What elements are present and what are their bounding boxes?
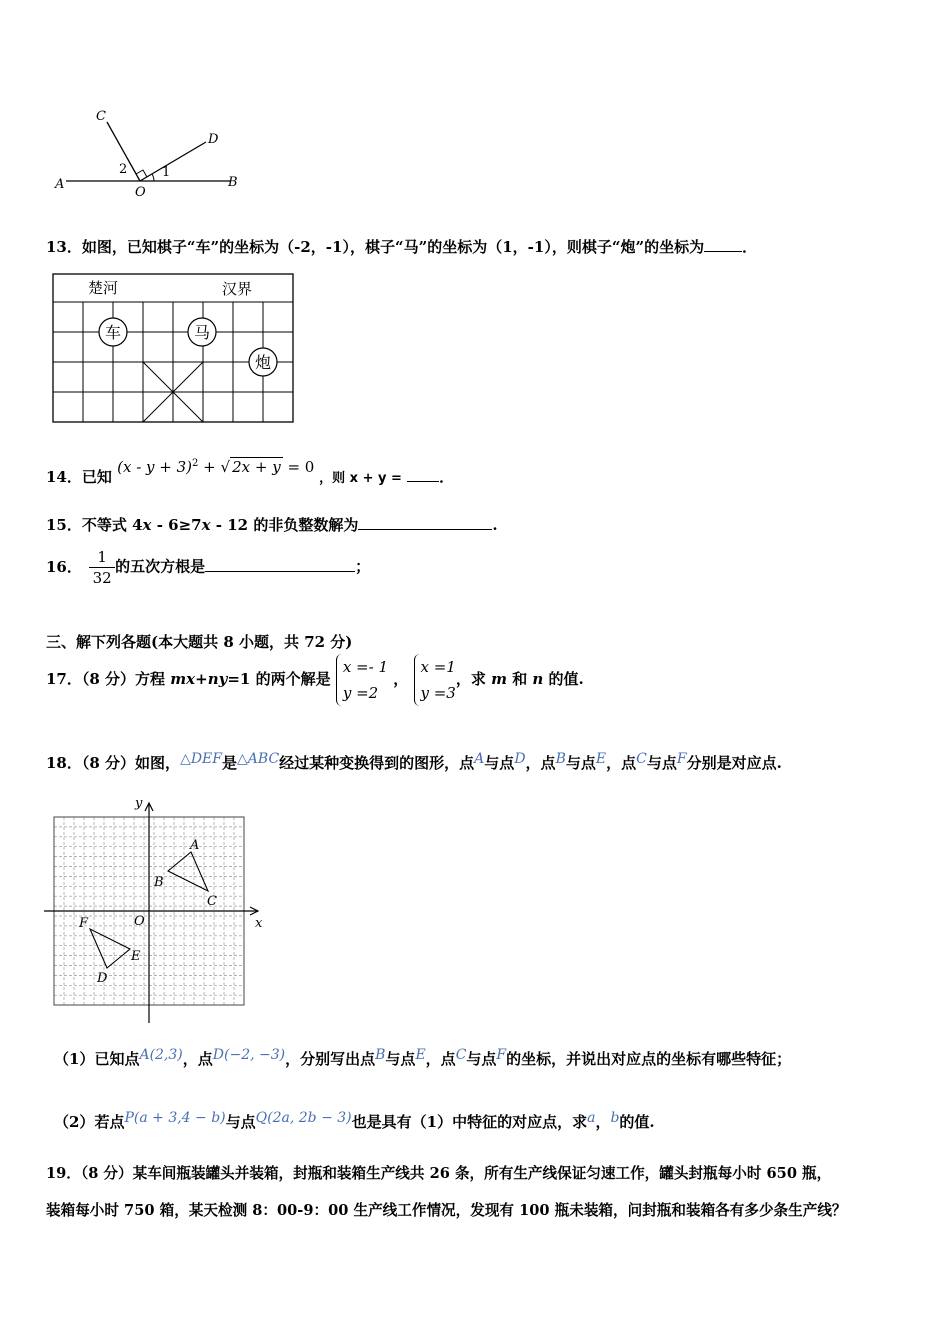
q17-solution-2 [414, 654, 456, 706]
q18-1-point-e: E [415, 1047, 426, 1063]
piece-pao [249, 348, 277, 376]
q18-1-t1: ，分别写出点 [285, 1050, 376, 1068]
q13-number: 13． [46, 238, 82, 256]
q18-pre: 如图， [135, 754, 181, 772]
q14-plus: + [203, 458, 216, 476]
question-17 [46, 654, 584, 710]
q13-text: 如图，已知棋子“车”的坐标为（-2，-1），棋子“马”的坐标为（1，-1），则棋子“炮”的坐标为 [81, 238, 705, 256]
q15-number: 15． [46, 516, 82, 534]
q13-answer-blank [704, 237, 742, 252]
q18-c1: ，点 [525, 754, 556, 772]
q16-denominator: 32 [89, 567, 115, 588]
question-19-line-1: 19．（8 分）某车间瓶装罐头并装箱，封瓶和装箱生产线共 26 条，所有生产线保证匀速工作，罐头封瓶每小时 650 瓶， [46, 1165, 832, 1182]
q16-tail: ； [355, 557, 371, 576]
q14-post: ，则 x + y = [319, 471, 402, 486]
q18-point-e: E [595, 751, 607, 767]
q14-exponent: 2 [192, 458, 199, 469]
q17-and: 和 [506, 670, 533, 688]
q18-text2: 分别是对应点. [686, 754, 782, 772]
q16-numerator: 1 [97, 548, 107, 566]
q14-square-term: (x - y + 3) [117, 458, 193, 476]
q18-c2: ，点 [606, 754, 637, 772]
svg-text:马: 马 [193, 323, 211, 342]
graph-label-c: C [207, 894, 217, 909]
q17-post1: ，求 [455, 670, 492, 688]
coordinate-grid [42, 795, 272, 1027]
q18-1-pre: 已知点 [94, 1050, 140, 1068]
q17-sol2-y: y =3 [420, 684, 456, 702]
label-angle2: 2 [119, 162, 128, 177]
graph-label-b: B [154, 875, 164, 890]
q18-point-d: D [514, 751, 526, 767]
q14-number: 14． [46, 468, 82, 486]
q18-and2: 与点 [565, 754, 596, 772]
q17-eq-plus: + [195, 670, 208, 688]
graph-label-e: E [131, 949, 141, 964]
q18-1-number: （1） [54, 1050, 95, 1068]
q15-post: - 12 的非负整数解为 [210, 516, 359, 534]
q16-answer-blank [205, 557, 355, 572]
question-19-line-2: 装箱每小时 750 箱，某天检测 8：00-9：00 生产线工作情况，发现有 100 瓶未装箱，问封瓶和装箱各有多少条生产线？ [46, 1202, 847, 1219]
chess-board [52, 273, 295, 424]
q15-tail: . [492, 516, 498, 534]
graph-label-o: O [134, 914, 145, 929]
q15-answer-blank [358, 515, 492, 530]
q17-eq-rest: =1 [227, 670, 251, 688]
graph-label-x: x [255, 916, 263, 931]
question-18 [46, 752, 782, 773]
label-angle1: 1 [162, 165, 171, 180]
label-d: D [208, 132, 219, 147]
graph-label-f: F [79, 916, 89, 931]
q17-sol1-x: x =- 1 [342, 658, 389, 676]
board-label-hanjie: 汉界 [222, 280, 253, 298]
q18-1-c1: ，点 [182, 1050, 213, 1068]
piece-che [99, 318, 127, 346]
q17-sol1-y: y =2 [342, 684, 379, 702]
q15-mid: - 6≥7 [151, 516, 202, 534]
q17-var-n: n [532, 670, 544, 688]
q14-equals: = 0 [287, 458, 315, 476]
label-b: B [228, 175, 238, 190]
question-14 [46, 460, 454, 490]
graph-label-d: D [97, 971, 108, 986]
q18-1-point-c: C [455, 1047, 467, 1063]
q17-solution-1 [336, 654, 388, 706]
q18-and3: 与点 [646, 754, 677, 772]
q18-is: 是 [222, 754, 238, 772]
q15-var-x2: x [201, 516, 211, 534]
q18-point-b: B [555, 751, 566, 767]
board-label-chuhe: 楚河 [88, 279, 119, 297]
q17-mid: 的两个解是 [255, 670, 331, 688]
question-13 [46, 236, 757, 257]
q16-number: 16． [46, 557, 82, 576]
q18-point-f: F [676, 751, 687, 767]
question-18-part-2 [54, 1111, 655, 1132]
q18-point-c: C [636, 751, 647, 767]
q18-number: 18． [46, 754, 82, 772]
q18-2-t2: 的值. [619, 1113, 655, 1131]
q16-fraction [89, 547, 115, 588]
q14-answer-blank [407, 467, 439, 482]
q18-1-point-f: F [496, 1047, 507, 1063]
angle1-arc [152, 174, 154, 181]
q14-sqrt-term: 2x + y [232, 458, 281, 476]
graph-label-y: y [135, 796, 143, 811]
q18-and1: 与点 [484, 754, 515, 772]
q18-1-coord-d: D(−2, −3) [212, 1047, 286, 1063]
q17-post2: 的值. [543, 670, 584, 688]
q18-2-comma: ， [595, 1113, 611, 1131]
q14-tail: ． [439, 468, 455, 486]
svg-text:炮: 炮 [254, 353, 272, 372]
q14-expression [117, 458, 319, 476]
question-18-part-1 [54, 1048, 791, 1069]
svg-text:车: 车 [104, 323, 122, 342]
question-15 [46, 514, 498, 535]
q15-var-x1: x [142, 516, 152, 534]
ray-od [140, 142, 206, 181]
q18-1-point-b: B [375, 1047, 386, 1063]
q14-pre: 已知 [81, 468, 112, 486]
q18-1-and1: 与点 [385, 1050, 416, 1068]
label-o: O [135, 185, 146, 200]
q15-pre: 不等式 4 [81, 516, 143, 534]
q17-eq-x: x [186, 670, 196, 688]
q17-number: 17． [46, 670, 82, 688]
q17-eq-y: y [218, 670, 228, 688]
q18-triangle-def: △DEF [180, 751, 222, 767]
q17-sol2-x: x =1 [420, 658, 456, 676]
q18-2-and: 与点 [225, 1113, 256, 1131]
question-16 [46, 547, 370, 588]
q18-text1: 经过某种变换得到的图形，点 [279, 754, 475, 772]
q18-1-and2: 与点 [466, 1050, 497, 1068]
label-c: C [96, 109, 106, 124]
angle-figure [50, 100, 250, 200]
q17-score: （8 分） [81, 670, 136, 688]
q17-eq-m: m [170, 670, 187, 688]
q18-2-t1: 也是具有（1）中特征的对应点，求 [351, 1113, 588, 1131]
q18-score: （8 分） [81, 754, 136, 772]
q18-2-var-b: b [610, 1110, 620, 1126]
q18-2-number: （2） [54, 1113, 95, 1131]
q18-2-point-q: Q(2a, 2b − 3) [255, 1110, 352, 1126]
piece-ma [188, 318, 216, 346]
q18-1-coord-a: A(2,3) [139, 1047, 183, 1063]
graph-label-a: A [190, 838, 200, 853]
q17-var-m: m [491, 670, 507, 688]
q16-text: 的五次方根是 [115, 557, 206, 576]
q17-comma: ， [393, 670, 409, 688]
q18-1-t2: 的坐标，并说出对应点的坐标有哪些特征； [506, 1050, 792, 1068]
q18-2-var-a: a [587, 1110, 596, 1126]
q17-eq-n: n [207, 670, 219, 688]
q18-1-c2: ，点 [425, 1050, 456, 1068]
section-3-title: 三、解下列各题(本大题共 8 小题，共 72 分) [46, 633, 353, 651]
q13-tail: ． [742, 238, 758, 256]
q18-triangle-abc: △ABC [237, 751, 280, 767]
label-a: A [55, 177, 65, 192]
q14-sqrt-sign: √ [220, 458, 231, 476]
q18-point-a: A [474, 751, 485, 767]
q17-pre: 方程 [135, 670, 166, 688]
q18-2-pre: 若点 [94, 1113, 125, 1131]
q18-2-point-p: P(a + 3,4 − b) [124, 1110, 226, 1126]
